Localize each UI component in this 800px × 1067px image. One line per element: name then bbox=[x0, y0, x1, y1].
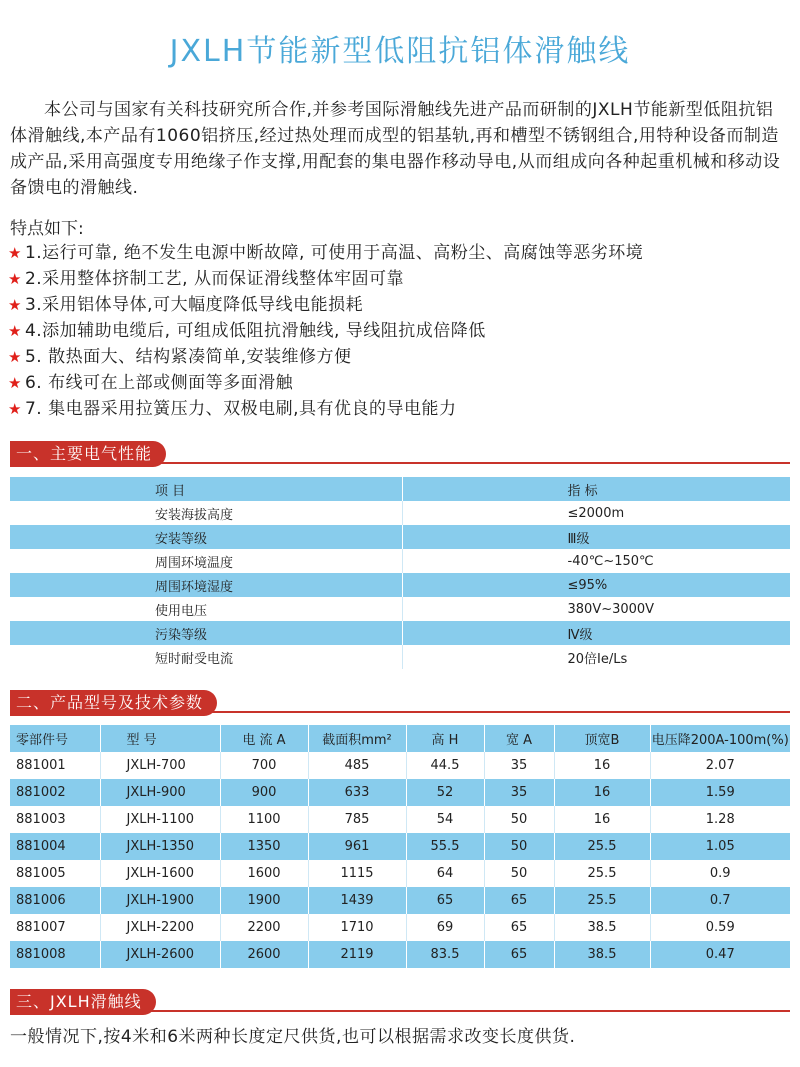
table-row: 安装等级 Ⅲ级 bbox=[10, 525, 790, 549]
table-row: 周围环境温度 -40℃~150℃ bbox=[10, 549, 790, 573]
feature-item: ★ 6. 布线可在上部或侧面等多面滑触 bbox=[8, 373, 294, 393]
star-icon: ★ bbox=[8, 244, 22, 262]
star-icon: ★ bbox=[8, 296, 22, 314]
supply-note: 一般情况下,按4米和6米两种长度定尺供货,也可以根据需求改变长度供货. bbox=[10, 1027, 576, 1047]
star-icon: ★ bbox=[8, 322, 22, 340]
table-row: 881002 JXLH-900 900 633 52 35 16 1.59 bbox=[10, 779, 790, 806]
column-header: 高 H bbox=[406, 725, 484, 752]
column-header: 零部件号 bbox=[10, 725, 100, 752]
features-list bbox=[8, 240, 788, 422]
intro-paragraph: 本公司与国家有关科技研究所合作,并参考国际滑触线先进产品而研制的JXLH节能新型低阻抗铝体滑触线,本产品有1060铝挤压,经过热处理而成型的铝基轨,再和槽型不锈钢组合,用特种设备而制造成产品,采用高强度专用绝缘子作支撑,用配套的集电器作移动导电,从而组成向各种起重机械和移动设备馈电的滑触线. bbox=[10, 100, 781, 198]
feature-item: ★ 7. 集电器采用拉簧压力、双极电刷,具有优良的导电能力 bbox=[8, 399, 457, 419]
star-icon: ★ bbox=[8, 348, 22, 366]
star-icon: ★ bbox=[8, 270, 22, 288]
column-header: 顶宽B bbox=[554, 725, 650, 752]
table-header-row bbox=[10, 725, 790, 752]
table-row: 881007 JXLH-2200 2200 1710 69 65 38.5 0.59 bbox=[10, 914, 790, 941]
table-row: 881006 JXLH-1900 1900 1439 65 65 25.5 0.7 bbox=[10, 887, 790, 914]
column-header-spec: 指 标 bbox=[402, 477, 790, 501]
table-row: 周围环境湿度 ≤95% bbox=[10, 573, 790, 597]
column-header: 宽 A bbox=[484, 725, 554, 752]
electrical-performance-table bbox=[10, 477, 790, 669]
table-row: 短时耐受电流 20倍Ie/Ls bbox=[10, 645, 790, 669]
section-heading-models: 二、产品型号及技术参数 bbox=[10, 690, 217, 716]
column-header-item: 项 目 bbox=[10, 477, 402, 501]
column-header: 电 流 A bbox=[220, 725, 308, 752]
features-heading: 特点如下: bbox=[10, 219, 84, 239]
table-header-row bbox=[10, 477, 790, 501]
star-icon: ★ bbox=[8, 374, 22, 392]
section-heading-electrical: 一、主要电气性能 bbox=[10, 441, 166, 467]
table-row: 881003 JXLH-1100 1100 785 54 50 16 1.28 bbox=[10, 806, 790, 833]
model-parameters-table bbox=[10, 725, 790, 968]
star-icon: ★ bbox=[8, 400, 22, 418]
table-row: 使用电压 380V~3000V bbox=[10, 597, 790, 621]
table-row: 881004 JXLH-1350 1350 961 55.5 50 25.5 1.05 bbox=[10, 833, 790, 860]
table-row: 安装海拔高度 ≤2000m bbox=[10, 501, 790, 525]
table-row: 881005 JXLH-1600 1600 1115 64 50 25.5 0.9 bbox=[10, 860, 790, 887]
feature-item: ★ 5. 散热面大、结构紧凑简单,安装维修方便 bbox=[8, 347, 352, 367]
feature-item: ★ 4.添加辅助电缆后, 可组成低阻抗滑触线, 导线阻抗成倍降低 bbox=[8, 321, 486, 341]
column-header: 截面积mm² bbox=[308, 725, 406, 752]
table-row: 881001 JXLH-700 700 485 44.5 35 16 2.07 bbox=[10, 752, 790, 779]
feature-item: ★ 2.采用整体挤制工艺, 从而保证滑线整体牢固可靠 bbox=[8, 269, 404, 289]
section-heading-jxlh: 三、JXLH滑触线 bbox=[10, 989, 156, 1015]
feature-item: ★ 1.运行可靠, 绝不发生电源中断故障, 可使用于高温、高粉尘、高腐蚀等恶劣环境 bbox=[8, 243, 644, 263]
feature-item: ★ 3.采用铝体导体,可大幅度降低导线电能损耗 bbox=[8, 295, 364, 315]
table-row: 881008 JXLH-2600 2600 2119 83.5 65 38.5 0.47 bbox=[10, 941, 790, 968]
page-title: JXLH节能新型低阻抗铝体滑触线 bbox=[169, 34, 631, 69]
column-header: 型 号 bbox=[100, 725, 220, 752]
table-row: 污染等级 Ⅳ级 bbox=[10, 621, 790, 645]
column-header: 电压降200A-100m(%) bbox=[650, 725, 790, 752]
